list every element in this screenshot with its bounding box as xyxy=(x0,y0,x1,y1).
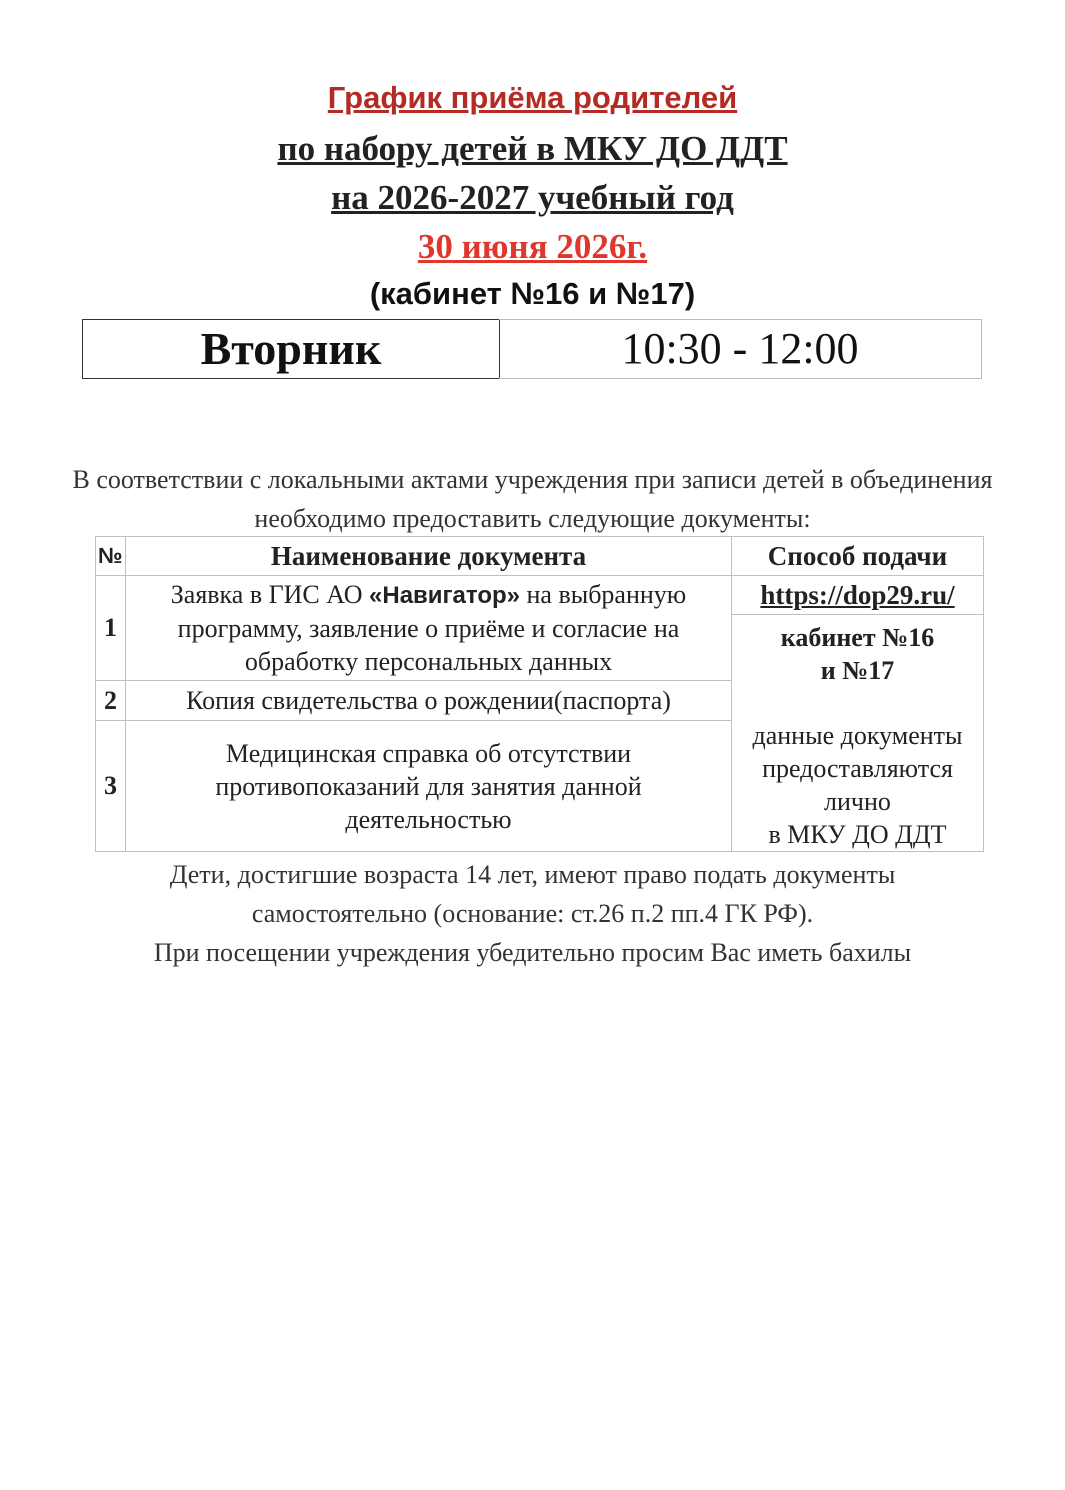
schedule-day: Вторник xyxy=(82,319,500,379)
row-1-name-after: на выбранную программу, заявление о приёме и согласие на обработку персональных данных xyxy=(177,580,687,676)
submission-method-cell xyxy=(732,615,984,852)
intro-text: В соответствии с локальными актами учреждения при записи детей в объединения необходимо предоставить следующие документы: xyxy=(72,465,993,533)
row-2-num: 2 xyxy=(96,681,126,721)
header-submission-method: Способ подачи xyxy=(732,537,984,576)
row-1-name xyxy=(126,576,732,681)
schedule-time: 10:30 - 12:00 xyxy=(499,319,982,379)
reception-rooms: (кабинет №16 и №17) xyxy=(369,276,696,311)
footer-line-1: Дети, достигшие возраста 14 лет, имеют право подать документы xyxy=(169,860,896,889)
footer-notes xyxy=(60,855,1005,972)
row-2-name: Копия свидетельства о рождении(паспорта) xyxy=(126,681,732,721)
method-cabinet-line1: кабинет №16 xyxy=(780,623,935,652)
footer-line-2: самостоятельно (основание: ст.26 п.2 пп.4 ГК РФ). xyxy=(251,899,814,928)
method-note-line4: в МКУ ДО ДДТ xyxy=(768,820,947,849)
row-3-num: 3 xyxy=(96,721,126,852)
method-cabinet-line2: и №17 xyxy=(820,656,895,685)
documents-table xyxy=(95,536,984,852)
table-header-row xyxy=(96,537,984,576)
subtitle-school-year: на 2026-2027 учебный год xyxy=(331,178,734,217)
row-3-name: Медицинская справка об отсутствии противопоказаний для занятия данной деятельностью xyxy=(126,721,732,852)
header-num: № xyxy=(96,537,126,576)
method-note-line3: лично xyxy=(824,787,891,816)
row-1-num: 1 xyxy=(96,576,126,681)
subtitle-organization: по набору детей в МКУ ДО ДДТ xyxy=(277,129,788,168)
footer-line-3: При посещении учреждения убедительно просим Вас иметь бахилы xyxy=(153,938,912,967)
method-note-line1: данные документы xyxy=(752,721,963,750)
submission-link[interactable]: https://dop29.ru/ xyxy=(732,576,984,615)
page-title: График приёма родителей xyxy=(327,80,738,115)
navigator-label: «Навигатор» xyxy=(369,582,520,609)
row-1-name-before: Заявка в ГИС АО xyxy=(170,580,363,609)
reception-date: 30 июня 2026г. xyxy=(417,227,648,266)
method-note-line2: предоставляются xyxy=(762,754,953,783)
method-spacer xyxy=(732,687,983,719)
header-document-name: Наименование документа xyxy=(126,537,732,576)
schedule-box xyxy=(82,319,983,379)
table-row xyxy=(96,576,984,615)
